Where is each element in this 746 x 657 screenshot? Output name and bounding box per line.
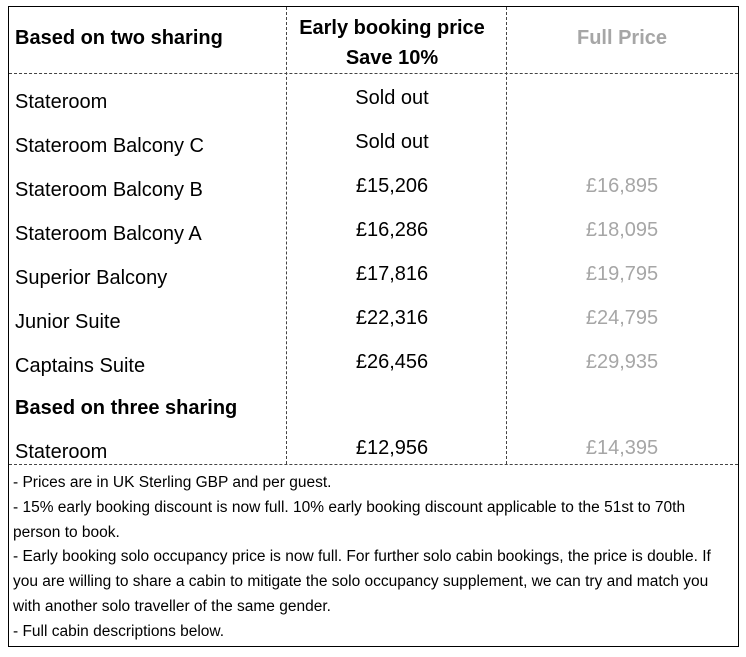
early-price: £26,456 bbox=[355, 351, 429, 373]
table-row bbox=[9, 173, 738, 217]
price-table bbox=[8, 6, 739, 647]
header-early-line1: Early booking price bbox=[299, 17, 485, 39]
cabin-name: Stateroom Balcony C bbox=[15, 135, 204, 157]
table-row bbox=[9, 349, 738, 393]
cabin-name: Superior Balcony bbox=[15, 267, 168, 289]
early-price: £22,316 bbox=[355, 307, 429, 329]
note-item: - Prices are in UK Sterling GBP and per guest. bbox=[13, 474, 332, 491]
header-early-booking bbox=[286, 13, 498, 73]
table-header-row bbox=[9, 7, 738, 74]
table-row bbox=[9, 305, 738, 349]
full-price: £24,795 bbox=[585, 307, 659, 329]
full-price: £14,395 bbox=[585, 437, 659, 459]
table-row bbox=[9, 129, 738, 173]
cabin-name: Stateroom bbox=[15, 441, 108, 463]
full-price: £19,795 bbox=[585, 263, 659, 285]
table-row bbox=[9, 261, 738, 305]
note-item: - Early booking solo occupancy price is now full. For further solo cabin bookings, the price is double. If you are willing to share a cabin to mitigate the solo occupancy supplement, we can try and match you with another solo traveller of the same gender. bbox=[13, 548, 711, 615]
full-price: £16,895 bbox=[585, 175, 659, 197]
early-price: £12,956 bbox=[355, 437, 429, 459]
full-price: £29,935 bbox=[585, 351, 659, 373]
cabin-name: Stateroom Balcony A bbox=[15, 223, 202, 245]
early-price: £16,286 bbox=[355, 219, 429, 241]
table-row bbox=[9, 85, 738, 129]
cabin-name: Junior Suite bbox=[15, 311, 121, 333]
early-price: £17,816 bbox=[355, 263, 429, 285]
cabin-name: Captains Suite bbox=[15, 355, 146, 377]
header-full-price: Full Price bbox=[576, 27, 668, 49]
early-price: £15,206 bbox=[355, 175, 429, 197]
cabin-name: Stateroom bbox=[15, 91, 108, 113]
section-heading-three-sharing: Based on three sharing bbox=[15, 397, 238, 419]
early-price: Sold out bbox=[355, 87, 429, 109]
table-row bbox=[9, 217, 738, 261]
full-price: £18,095 bbox=[585, 219, 659, 241]
note-item: - 15% early booking discount is now full. 10% early booking discount applicable to the 51st to 70th person to book. bbox=[13, 498, 686, 541]
note-item: - Full cabin descriptions below. bbox=[13, 622, 225, 640]
early-price: Sold out bbox=[355, 131, 429, 153]
cabin-name: Stateroom Balcony B bbox=[15, 179, 203, 201]
notes-section bbox=[9, 464, 738, 646]
header-early-line2: Save 10% bbox=[345, 47, 439, 69]
header-based-on-two-sharing: Based on two sharing bbox=[15, 27, 223, 49]
